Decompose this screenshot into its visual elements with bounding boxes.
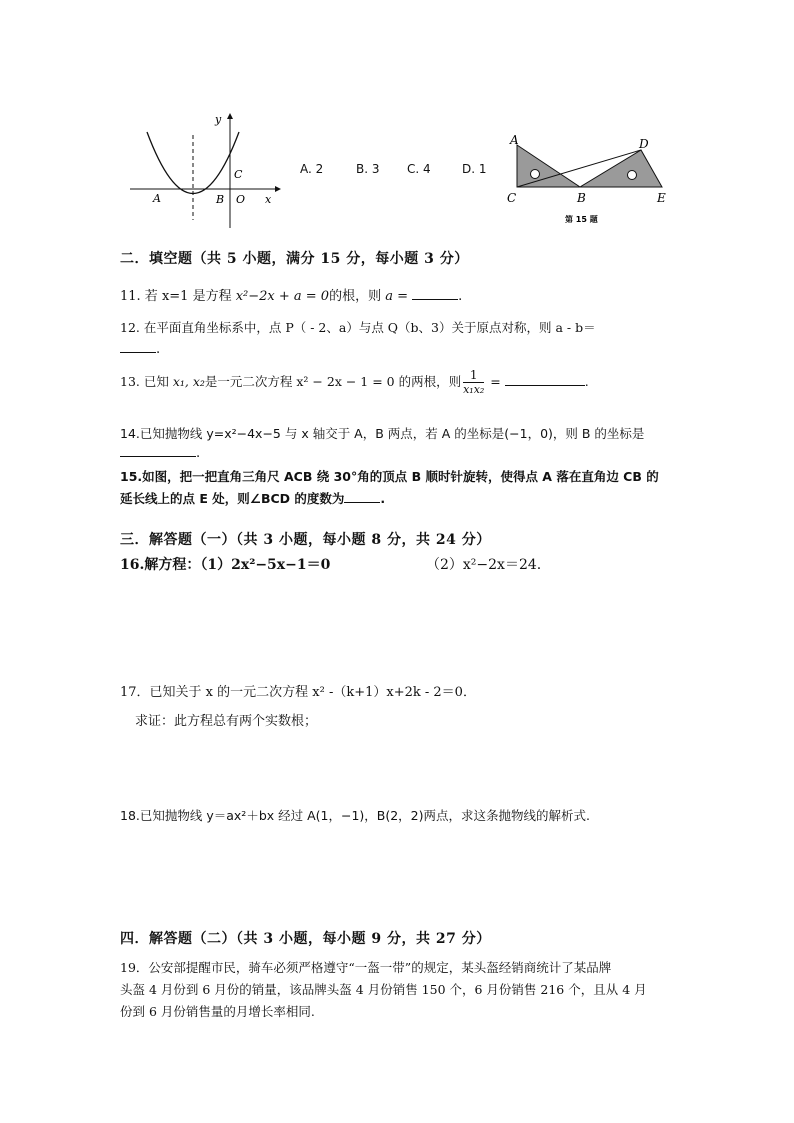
- q13-fraction: [463, 368, 484, 397]
- question-19-line2: 头盔 4 月份到 6 月份的销量，该品牌头盔 4 月份销售 150 个，6 月份销售 216 个，且从 4 月: [120, 982, 647, 997]
- label-c: C: [234, 168, 243, 181]
- q14-suffix: .: [196, 446, 201, 461]
- label-x: x: [265, 193, 272, 206]
- q15-line2-text: 延长线上的点 E 处，则∠BCD 的度数为: [120, 491, 345, 506]
- label-e: E: [657, 191, 666, 205]
- q11-equation: x²−2x + a = 0: [235, 289, 330, 304]
- x-axis-arrow: [275, 186, 281, 192]
- question-17-line2: 求证：此方程总有两个实数根；: [135, 714, 318, 729]
- q11-suffix: .: [458, 289, 463, 304]
- q13-frac-den: x₁x₂: [463, 383, 485, 396]
- question-18: 18.已知抛物线 y＝ax²＋bx 经过 A(1，−1)，B(2，2)两点，求这条抛物线的解析式.: [120, 808, 590, 823]
- choice-c: C. 4: [407, 162, 431, 176]
- hole-left: [531, 170, 540, 179]
- q14-answer-blank[interactable]: [120, 455, 196, 457]
- question-15: 15.如图，把一把直角三角尺 ACB 绕 30°角的顶点 B 顺时针旋转，使得点 A 落在直角边 CB 的: [120, 469, 659, 484]
- hole-right: [628, 171, 637, 180]
- label-a: A: [510, 133, 519, 147]
- q11-var: a: [385, 289, 393, 304]
- q13-roots: x₁, x₂: [172, 374, 205, 389]
- section-2-heading: 二．填空题（共 5 小题，满分 15 分，每小题 3 分）: [120, 251, 469, 267]
- question-11: [120, 285, 462, 304]
- q13-suffix: .: [584, 374, 589, 389]
- question-15-line2: [120, 489, 385, 507]
- q13-frac-num: 1: [463, 368, 484, 383]
- question-14: 14.已知抛物线 y=x²−4x−5 与 x 轴交于 A，B 两点，若 A 的坐标是(−1，0)，则 B 的坐标是: [120, 426, 645, 441]
- choice-b: B. 3: [356, 162, 380, 176]
- section-3-heading: 三．解答题（一）（共 3 小题，每小题 8 分，共 24 分）: [120, 532, 491, 548]
- choice-a: A. 2: [300, 162, 324, 176]
- question-16-part2: （2）x²−2x＝24.: [426, 557, 542, 573]
- q11-prefix: 11. 若 x=1 是方程: [120, 289, 236, 304]
- q13-eq: =: [486, 374, 505, 389]
- figure-caption: 第 15 题: [565, 215, 598, 224]
- section-4-heading: 四．解答题（二）（共 3 小题，每小题 9 分，共 27 分）: [120, 931, 491, 947]
- triangle-acb: [517, 145, 580, 187]
- question-12-line2: [120, 342, 160, 357]
- label-a: A: [153, 192, 161, 205]
- question-14-line2: [120, 446, 200, 461]
- q13-answer-blank[interactable]: [505, 384, 585, 386]
- label-y: y: [215, 113, 222, 126]
- q12-answer-blank[interactable]: [120, 351, 156, 353]
- label-d: D: [639, 137, 649, 151]
- q11-answer-blank[interactable]: [412, 298, 458, 300]
- label-o: O: [236, 193, 246, 206]
- question-17: 17．已知关于 x 的一元二次方程 x² -（k+1）x+2k - 2＝0．: [120, 685, 476, 700]
- q13-prefix: 13. 已知: [120, 374, 173, 389]
- label-b: B: [216, 193, 225, 206]
- label-c: C: [507, 191, 517, 205]
- y-axis-arrow: [227, 113, 233, 119]
- question-13: [120, 368, 589, 397]
- question-19: 19．公安部提醒市民，骑车必须严格遵守“一盔一带”的规定，某头盔经销商统计了某品牌: [120, 960, 612, 975]
- label-b: B: [577, 191, 586, 205]
- q11-middle: 的根，则: [329, 289, 386, 304]
- question-16: [120, 554, 330, 574]
- q12-suffix: .: [156, 342, 161, 357]
- parabola-figure: [125, 110, 285, 235]
- q16-part1: （1）2x²−5x−1＝0: [200, 557, 331, 573]
- triangle-figure: [505, 130, 680, 230]
- q15-suffix: .: [380, 491, 386, 506]
- q11-eq: =: [392, 289, 413, 304]
- q13-middle: 是一元二次方程 x² − 2x − 1 = 0 的两根，则: [204, 374, 462, 389]
- q15-answer-blank[interactable]: [344, 501, 380, 503]
- q16-label: 16.解方程：: [120, 557, 201, 573]
- choice-d: D. 1: [462, 162, 487, 176]
- question-19-line3: 份到 6 月份销售量的月增长率相同.: [120, 1004, 315, 1019]
- question-12: 12. 在平面直角坐标系中，点 P（ - 2、a）与点 Q（b、3）关于原点对称，则 a - b＝: [120, 320, 596, 335]
